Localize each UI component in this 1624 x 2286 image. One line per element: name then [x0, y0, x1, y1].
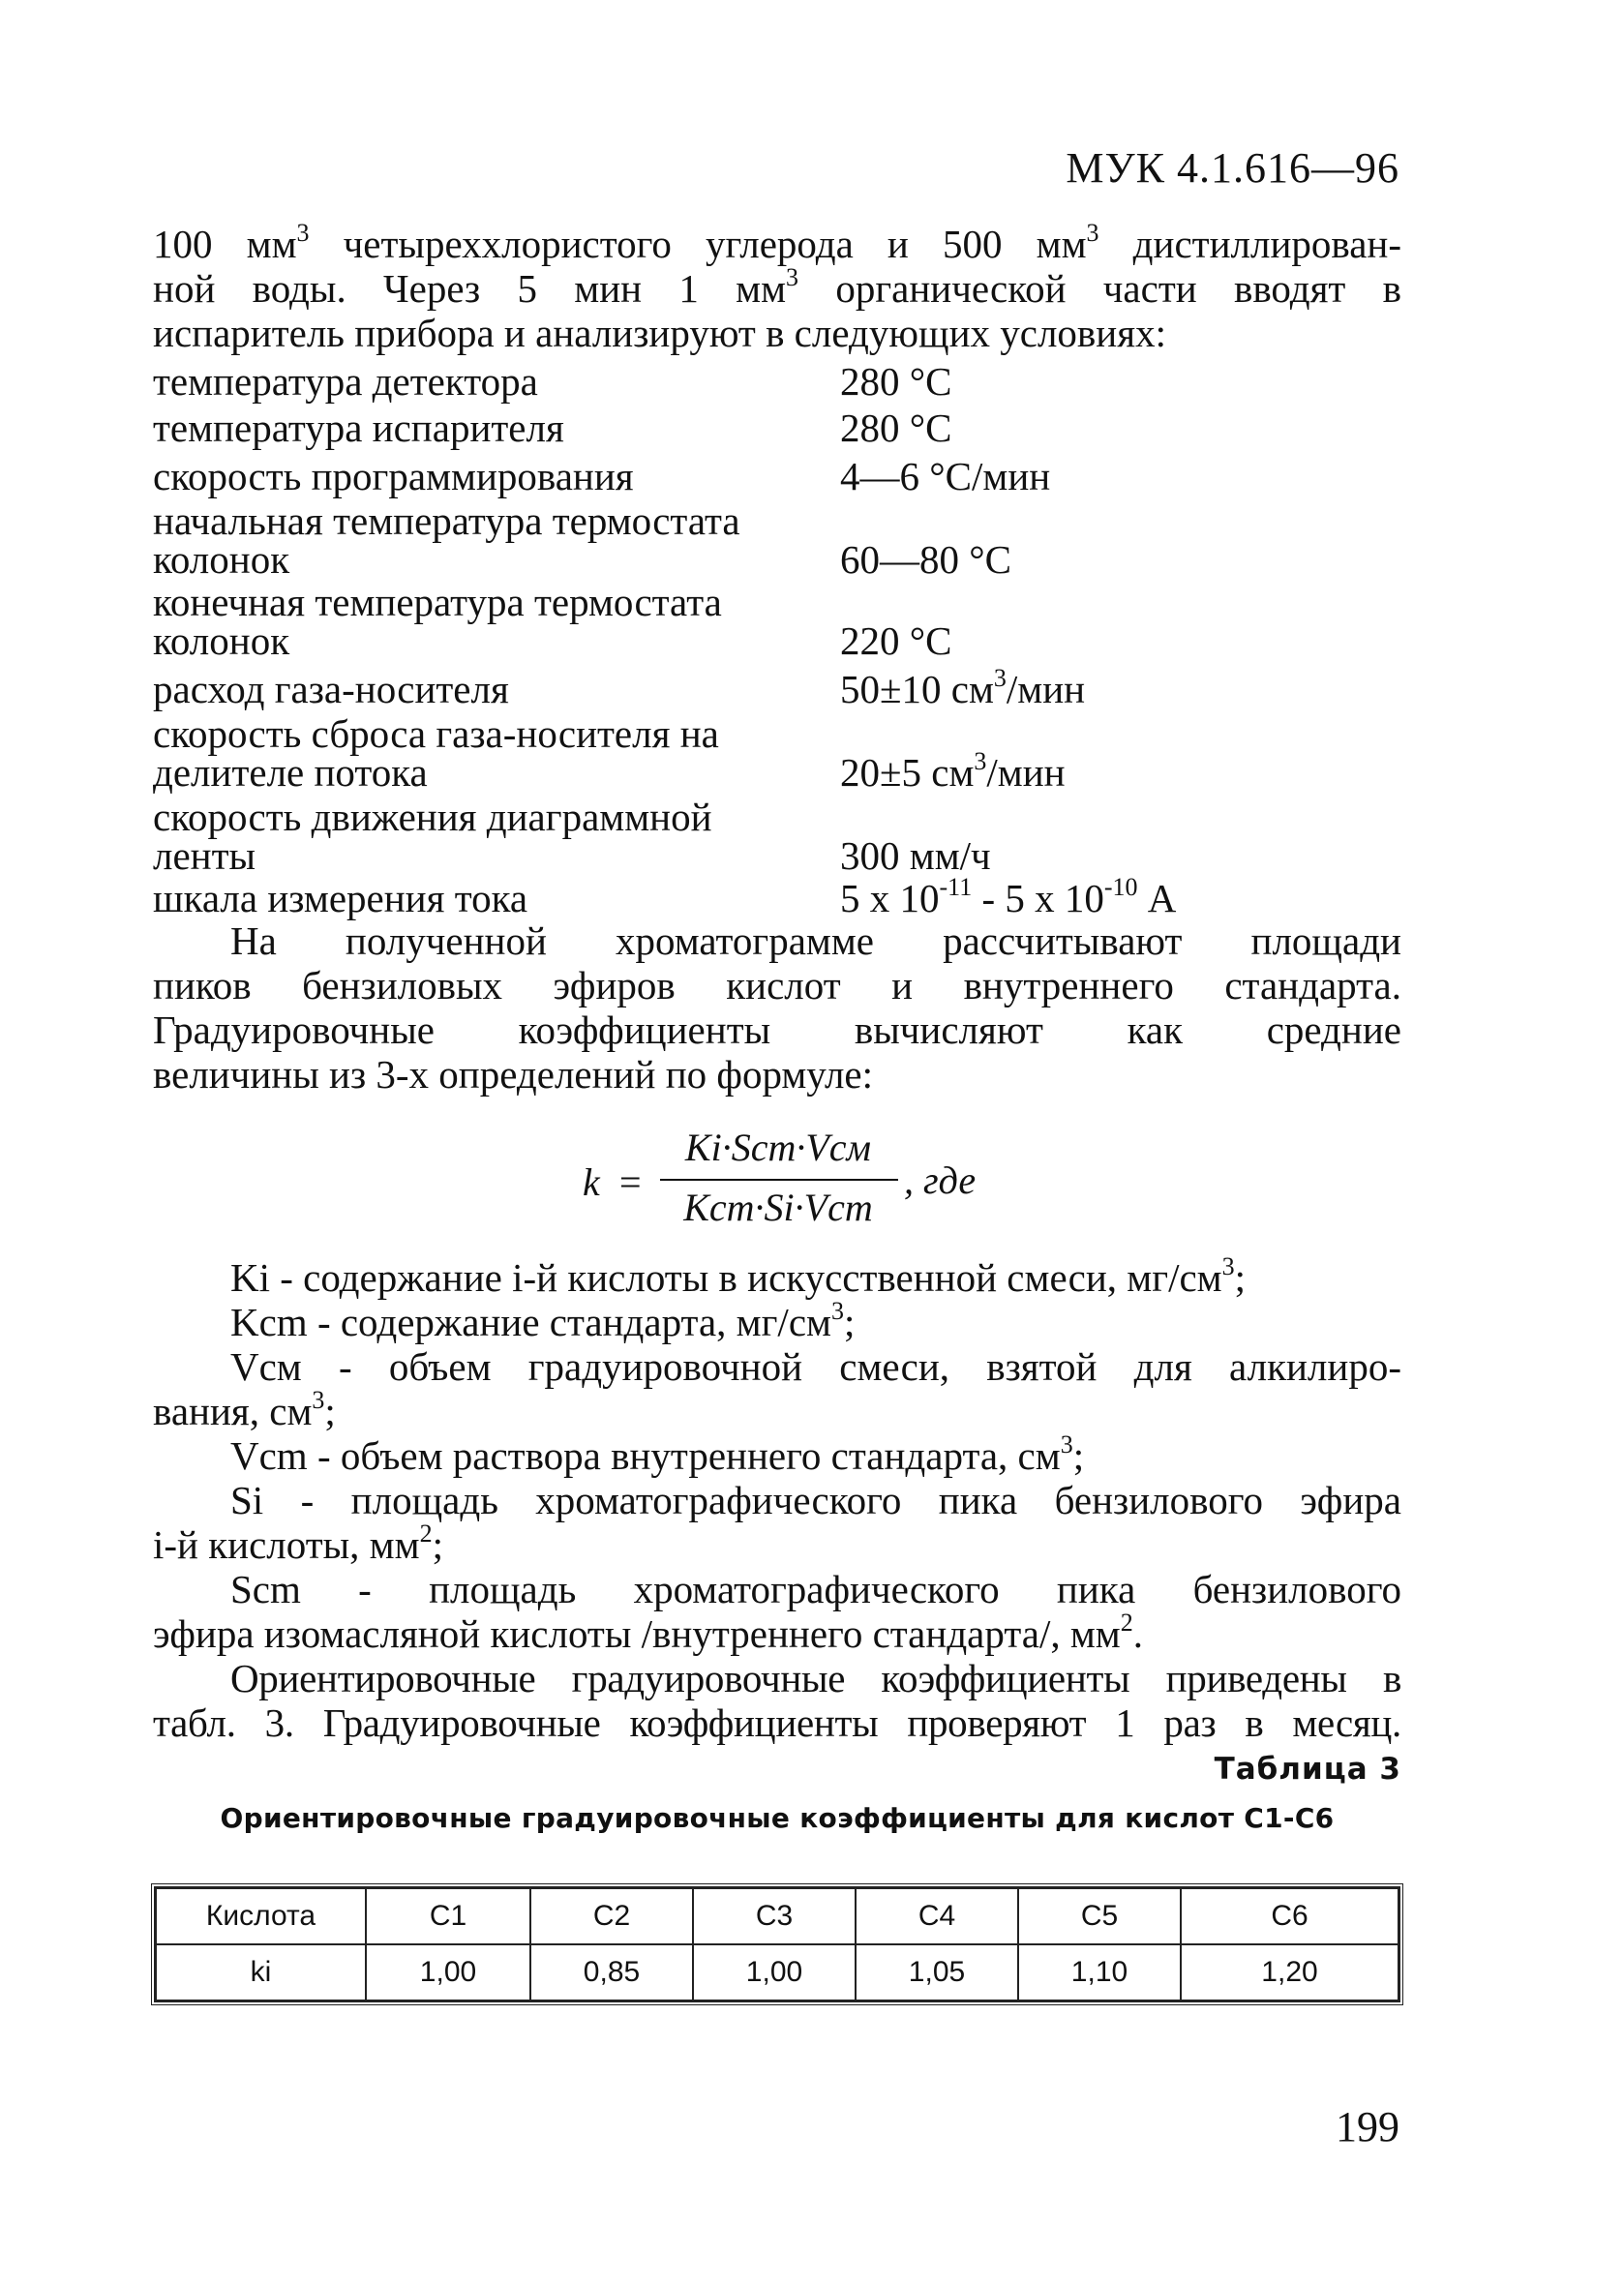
paragraph-line: величины из 3-х определений по формуле:	[153, 1052, 874, 1097]
formula-equals: =	[619, 1160, 642, 1204]
condition-row: температура испарителя 280 °С	[153, 406, 952, 450]
definition-scm-line-2: эфира изомасляной кислоты /внутреннего стандарта/, $мм^2$.	[153, 1609, 1143, 1656]
table-cell: 1,20	[1181, 1944, 1398, 2000]
table-title: Ориентировочные градуировочные коэффициенты для кислот С1-С6	[220, 1802, 1335, 1834]
table-cell: ki	[156, 1944, 366, 2000]
table-header-cell: Кислота	[156, 1888, 366, 1944]
table-header-cell: С5	[1018, 1888, 1181, 1944]
paragraph-line: табл. 3. Градуировочные коэффициенты проверяют 1 раз в месяц.	[153, 1700, 1401, 1745]
table-cell: 1,00	[366, 1944, 530, 2000]
paragraph-line: Ориентировочные градуировочные коэффициенты приведены в	[230, 1656, 1401, 1700]
table-cell: 1,00	[693, 1944, 856, 2000]
table-cell: 1,10	[1018, 1944, 1181, 2000]
formula-where: , где	[904, 1158, 977, 1202]
definition-ki: Ki - содержание i-й кислоты в искусственной смеси, $мг/см^3$;	[230, 1252, 1247, 1300]
paragraph-line: Градуировочные коэффициенты вычисляют как средние	[153, 1008, 1401, 1052]
formula-denominator: Kcm·Si·Vcm	[683, 1186, 873, 1229]
document-code-header: МУК 4.1.616—96	[1066, 144, 1399, 192]
definition-si-line-1: Si - площадь хроматографического пика бензилового эфира	[230, 1478, 1401, 1522]
condition-row: расход газа-носителя 50±10 $см^3$/мин	[153, 664, 1086, 711]
table-header-row	[156, 1888, 1398, 1944]
condition-row: температура детектора 280 °С	[153, 359, 952, 404]
intro-line-1: 100 $мм^3$ четыреххлористого углерода и 500 $мм^3$ дистиллирован-	[153, 219, 1401, 266]
paragraph-line: пиков бензиловых эфиров кислот и внутреннего стандарта.	[153, 963, 1401, 1008]
intro-line-3: испаритель прибора и анализируют в следующих условиях:	[153, 311, 1166, 355]
intro-line-2: ной воды. Через 5 мин 1 $мм^3$ органической части вводят в	[153, 263, 1401, 311]
condition-row: шкала измерения тока 5 х $10^{-11} - 5$ х $10^{-10}$ А	[153, 873, 1177, 920]
definition-si-line-2: i-й кислоты, $мм^2$;	[153, 1519, 443, 1567]
condition-row: начальная температура термостата колонок 60—80 °С	[153, 498, 1011, 582]
table-header-cell: С4	[856, 1888, 1018, 1944]
calibration-table	[151, 1883, 1403, 2005]
page-number: 199	[1336, 2103, 1399, 2151]
table-cell: 0,85	[530, 1944, 693, 2000]
calibration-formula	[583, 1125, 1008, 1231]
table-header-cell: С6	[1181, 1888, 1398, 1944]
definition-kcm: Kcm - содержание стандарта, $мг/см^3$;	[230, 1297, 856, 1344]
table-header-cell: С2	[530, 1888, 693, 1944]
table-label: Таблица 3	[1214, 1752, 1401, 1787]
condition-row: скорость движения диаграммной ленты 300 мм/ч	[153, 795, 991, 878]
condition-row: скорость сброса газа-носителя на делителе потока 20±5 $см^3$/мин	[153, 711, 1066, 795]
table-cell: 1,05	[856, 1944, 1018, 2000]
definition-scm-line-1: Scm - площадь хроматографического пика бензилового	[230, 1567, 1401, 1611]
analysis-conditions-list	[153, 356, 1401, 920]
table-header-cell: С1	[366, 1888, 530, 1944]
formula-numerator: Ki·Scm·Vсм	[684, 1126, 872, 1169]
paragraph-line: На полученной хроматограмме рассчитывают площади	[230, 918, 1401, 963]
table-header-cell: С3	[693, 1888, 856, 1944]
table-row	[156, 1944, 1398, 2000]
definition-vsm-line-1: Vсм - объем градуировочной смеси, взятой для алкилиро-	[230, 1344, 1401, 1389]
condition-row: конечная температура термостата колонок 220 °С	[153, 580, 952, 663]
condition-row: скорость программирования 4—6 °С/мин	[153, 454, 1051, 498]
definition-vsm-line-2: вания, $см^3$;	[153, 1386, 336, 1433]
formula-lhs: k	[583, 1160, 600, 1204]
fraction-bar	[660, 1179, 898, 1181]
definition-vcm: Vcm - объем раствора внутреннего стандарта, $см^3$;	[230, 1430, 1085, 1478]
